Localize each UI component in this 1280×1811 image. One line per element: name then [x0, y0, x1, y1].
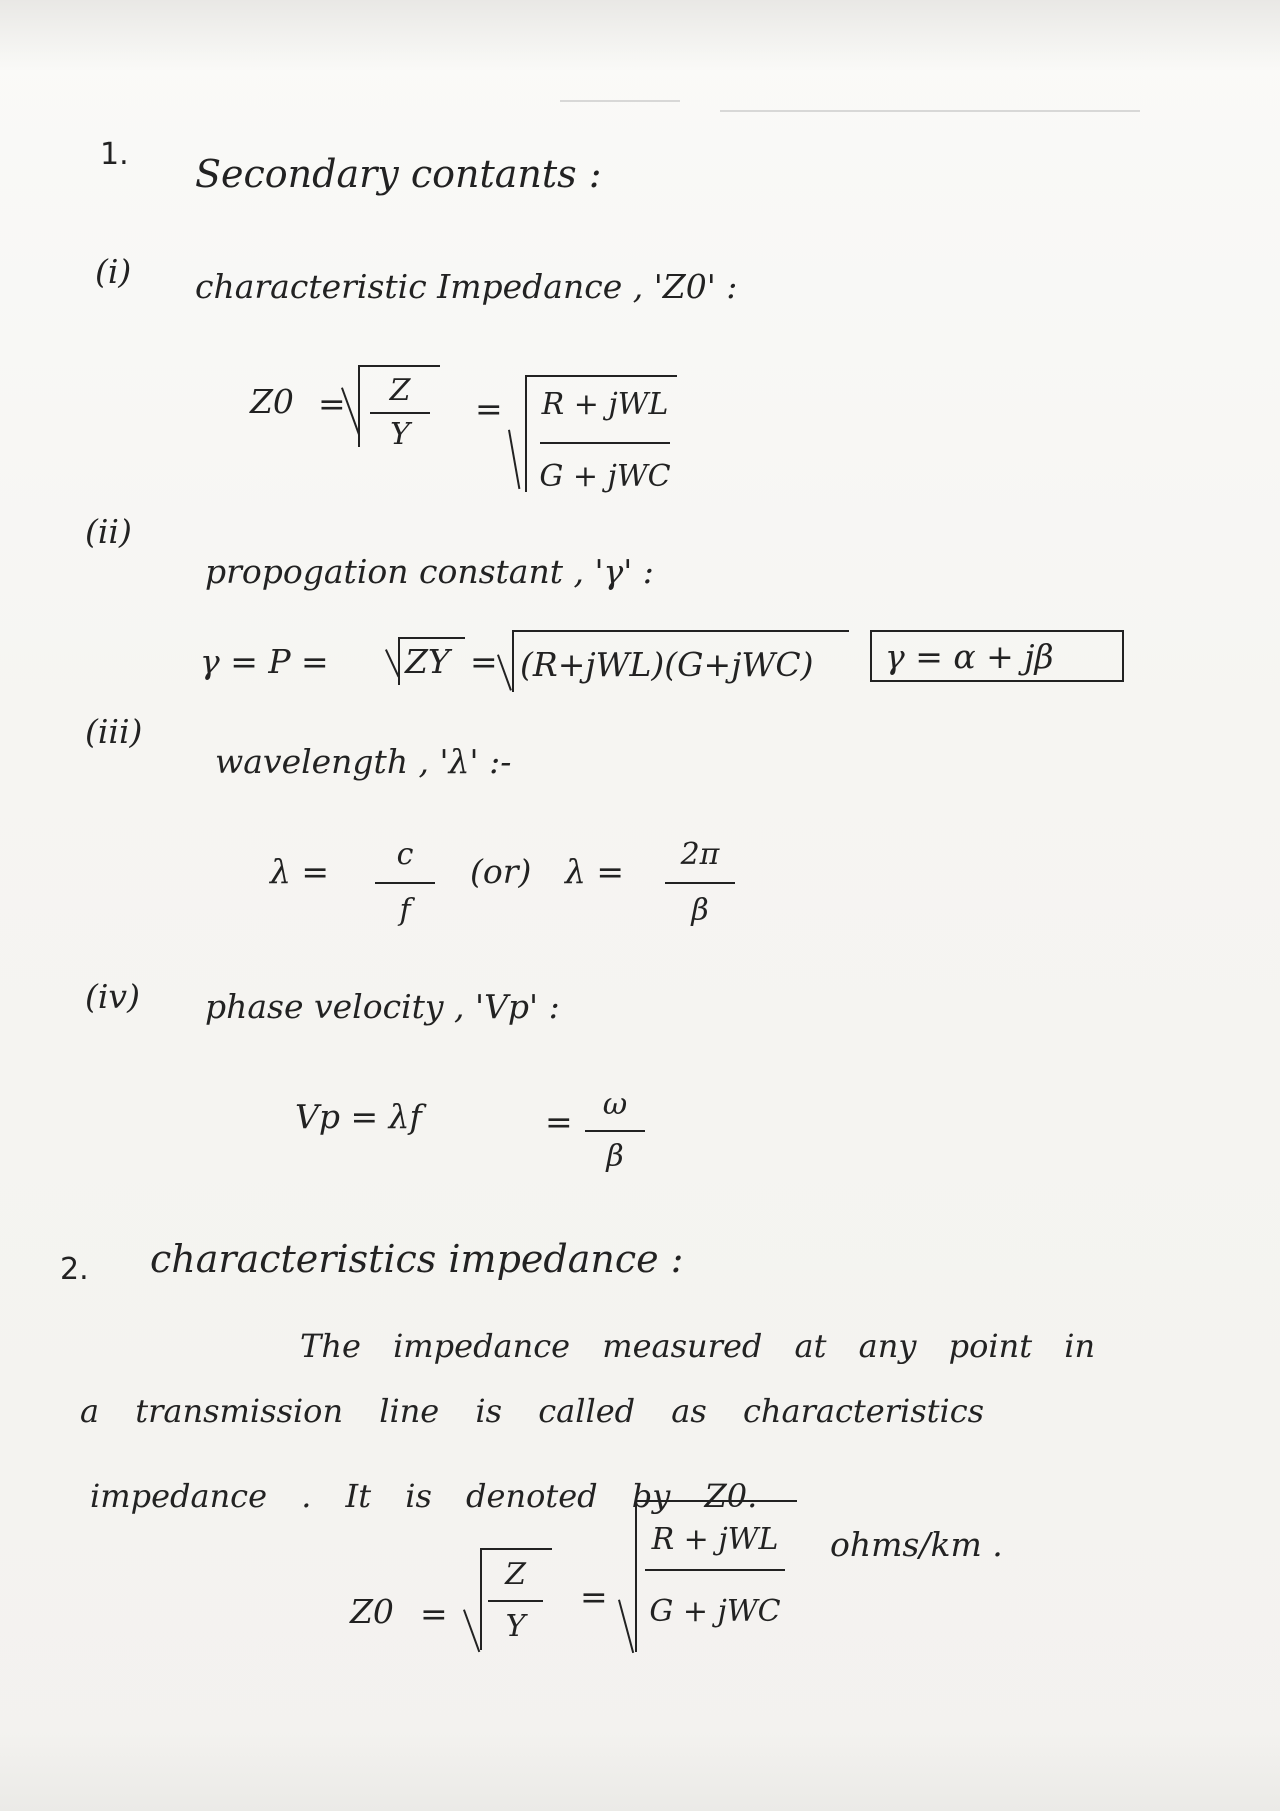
fraction-bar [375, 882, 435, 884]
faint-pen-mark [720, 110, 1140, 112]
fraction-bar [540, 442, 670, 444]
fraction [585, 1087, 645, 1174]
item-title: phase velocity , 'Vp' : [205, 987, 560, 1026]
fraction-numerator: R + jWL [651, 1522, 779, 1557]
scan-shadow-top [0, 0, 1280, 70]
fraction-denominator: f [399, 893, 411, 928]
item-label: (i) [95, 252, 132, 291]
item-title: propogation constant , 'γ' : [205, 552, 654, 591]
formula-lhs: Vp = λf [295, 1097, 422, 1136]
fraction-numerator: Z [389, 373, 411, 408]
scan-shadow-bottom [0, 1730, 1280, 1811]
faint-pen-mark [560, 100, 680, 102]
fraction-denominator: Y [505, 1609, 526, 1644]
fraction-denominator: β [691, 893, 709, 928]
fraction-denominator: β [606, 1139, 624, 1174]
fraction-numerator: c [396, 837, 414, 872]
sqrt-content: ZY [405, 642, 450, 681]
formula-equals: = [318, 384, 346, 423]
item-title: wavelength , 'λ' :- [215, 742, 512, 781]
question-number: 2. [60, 1252, 89, 1287]
fraction-bar [370, 412, 430, 414]
fraction [370, 373, 430, 452]
fraction [539, 387, 671, 494]
fraction-bar [645, 1569, 785, 1571]
question-number: 1. [100, 137, 129, 172]
formula-lhs: γ = P = [200, 642, 329, 681]
fraction-numerator: ω [602, 1087, 628, 1122]
bracket-content: γ = α + jβ [885, 637, 1054, 676]
fraction-bar [585, 1130, 645, 1132]
formula-lhs: Z0 [250, 382, 294, 421]
fraction [645, 1522, 785, 1629]
question-heading: Secondary contants : [195, 152, 602, 196]
formula-equals: = [545, 1102, 573, 1141]
item-label: (ii) [85, 512, 132, 551]
unit-label: ohms/km . [830, 1525, 1003, 1564]
paragraph-line: a transmission line is called as characteristics [80, 1392, 985, 1430]
sqrt-sign [497, 654, 512, 690]
sqrt-content: (R+jWL)(G+jWC) [520, 645, 814, 684]
or-label: (or) [470, 852, 532, 891]
sqrt-sign [508, 430, 520, 489]
item-label: (iv) [85, 977, 140, 1016]
question-heading: characteristics impedance : [150, 1237, 684, 1281]
fraction [488, 1557, 543, 1644]
fraction [665, 837, 735, 928]
fraction [375, 837, 435, 928]
sqrt-sign [463, 1609, 480, 1652]
fraction-denominator: G + jWC [539, 459, 671, 494]
paragraph-line: The impedance measured at any point in [300, 1327, 1096, 1365]
formula-lhs: Z0 [350, 1592, 394, 1631]
fraction-numerator: 2π [680, 837, 720, 872]
formula-lhs: λ = [565, 852, 625, 891]
fraction-bar [665, 882, 735, 884]
fraction-numerator: Z [505, 1557, 526, 1592]
fraction-numerator: R + jWL [541, 387, 669, 422]
fraction-denominator: Y [390, 417, 410, 452]
formula-equals: = [470, 642, 498, 681]
formula-equals: = [475, 389, 503, 428]
item-title: characteristic Impedance , 'Z0' : [195, 267, 738, 306]
sqrt-sign [618, 1599, 634, 1653]
fraction-bar [488, 1600, 543, 1602]
formula-lhs: λ = [270, 852, 330, 891]
formula-equals: = [420, 1594, 448, 1633]
formula-equals: = [580, 1577, 608, 1616]
fraction-denominator: G + jWC [649, 1594, 781, 1629]
paragraph-line: impedance . It is denoted by Z0. [90, 1477, 758, 1515]
item-label: (iii) [85, 712, 143, 751]
